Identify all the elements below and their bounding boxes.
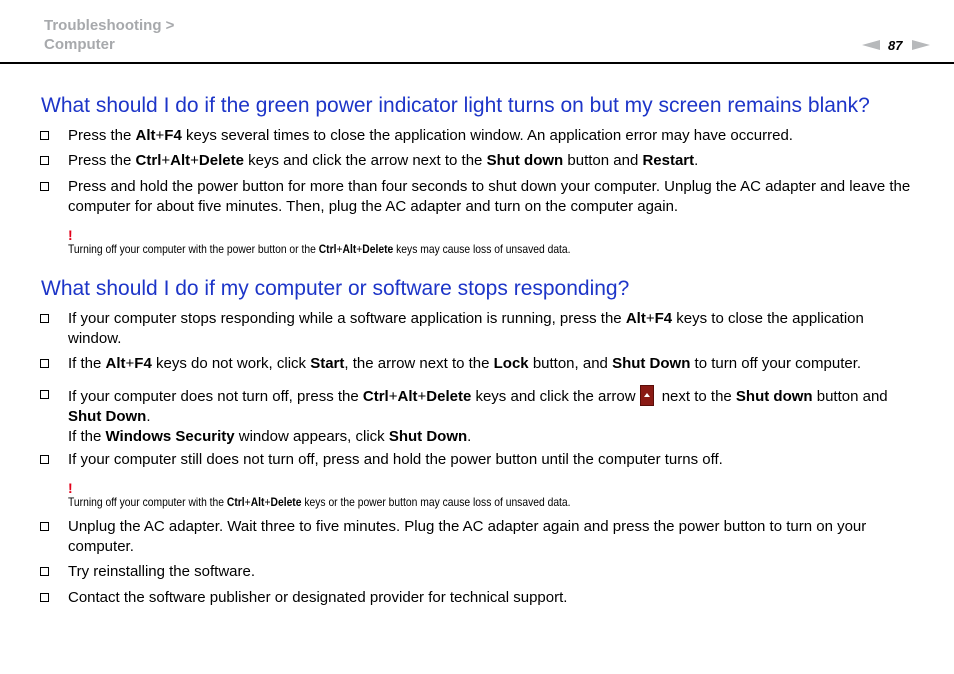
breadcrumb-parent[interactable]: Troubleshooting > (44, 17, 175, 34)
breadcrumb (44, 16, 174, 54)
checkbox-bullet-icon (40, 390, 49, 399)
list-item-text: Contact the software publisher or designated provider for technical support. (68, 589, 568, 606)
list-item (40, 450, 920, 470)
checkbox-bullet-icon (40, 314, 49, 323)
page-header (0, 0, 954, 64)
section-heading-not-responding: What should I do if my computer or software stops responding? (41, 277, 630, 300)
list-item-text: Press the Alt+F4 keys several times to close the application window. An application error may have occurred. (68, 127, 793, 144)
checkbox-bullet-icon (40, 567, 49, 576)
list-item-text: If your computer does not turn off, press the Ctrl+Alt+Delete keys and click the arrow next to the Shut down button and Shut Down. If the Windows Security window appears, click Shut Down. (68, 385, 920, 447)
warning-note (68, 481, 652, 509)
checkbox-bullet-icon (40, 182, 49, 191)
checkbox-bullet-icon (40, 156, 49, 165)
section-heading-blank-screen: What should I do if the green power indicator light turns on but my screen remains blank? (41, 94, 870, 117)
list-item-text: Press and hold the power button for more than four seconds to shut down your computer. Unplug the AC adapter and leave the computer for about five minutes. Then, plug the AC adapter and turn on the computer again. (68, 178, 911, 215)
checkbox-bullet-icon (40, 593, 49, 602)
warning-icon: ! (68, 227, 73, 243)
breadcrumb-current: Computer (44, 36, 115, 53)
prev-page-icon[interactable] (862, 40, 880, 50)
page-navigation (862, 36, 930, 54)
list-item-text: If the Alt+F4 keys do not work, click Start, the arrow next to the Lock button, and Shut Down to turn off your computer. (68, 355, 862, 372)
checkbox-bullet-icon (40, 455, 49, 464)
list-item (40, 177, 920, 217)
list-item (40, 562, 920, 582)
warning-text: Turning off your computer with the Ctrl+Alt+Delete keys or the power button may cause loss of unsaved data. (68, 495, 571, 509)
list-item (40, 588, 920, 608)
list-item (40, 126, 920, 146)
header-divider (0, 62, 954, 64)
list-item (40, 309, 920, 349)
checkbox-bullet-icon (40, 359, 49, 368)
warning-note (68, 228, 652, 256)
list-item-text: If your computer still does not turn off, press and hold the power button until the computer turns off. (68, 451, 723, 468)
list-item-text: If your computer stops responding while a software application is running, press the Alt+F4 keys to close the application window. (68, 310, 864, 347)
checkbox-bullet-icon (40, 522, 49, 531)
next-page-icon[interactable] (912, 40, 930, 50)
list-item (40, 517, 920, 557)
list-item-text: Try reinstalling the software. (68, 563, 256, 580)
arrow-button-icon (640, 385, 654, 406)
list-item (40, 354, 920, 374)
checkbox-bullet-icon (40, 131, 49, 140)
list-item (40, 151, 920, 171)
list-item (40, 385, 920, 447)
warning-icon: ! (68, 480, 73, 496)
warning-text: Turning off your computer with the power button or the Ctrl+Alt+Delete keys may cause loss of unsaved data. (68, 242, 571, 256)
list-item-text: Press the Ctrl+Alt+Delete keys and click the arrow next to the Shut down button and Restart. (68, 152, 699, 169)
list-item-text: Unplug the AC adapter. Wait three to five minutes. Plug the AC adapter again and press the power button to turn on your computer. (68, 518, 867, 555)
page-number: 87 (888, 37, 903, 53)
